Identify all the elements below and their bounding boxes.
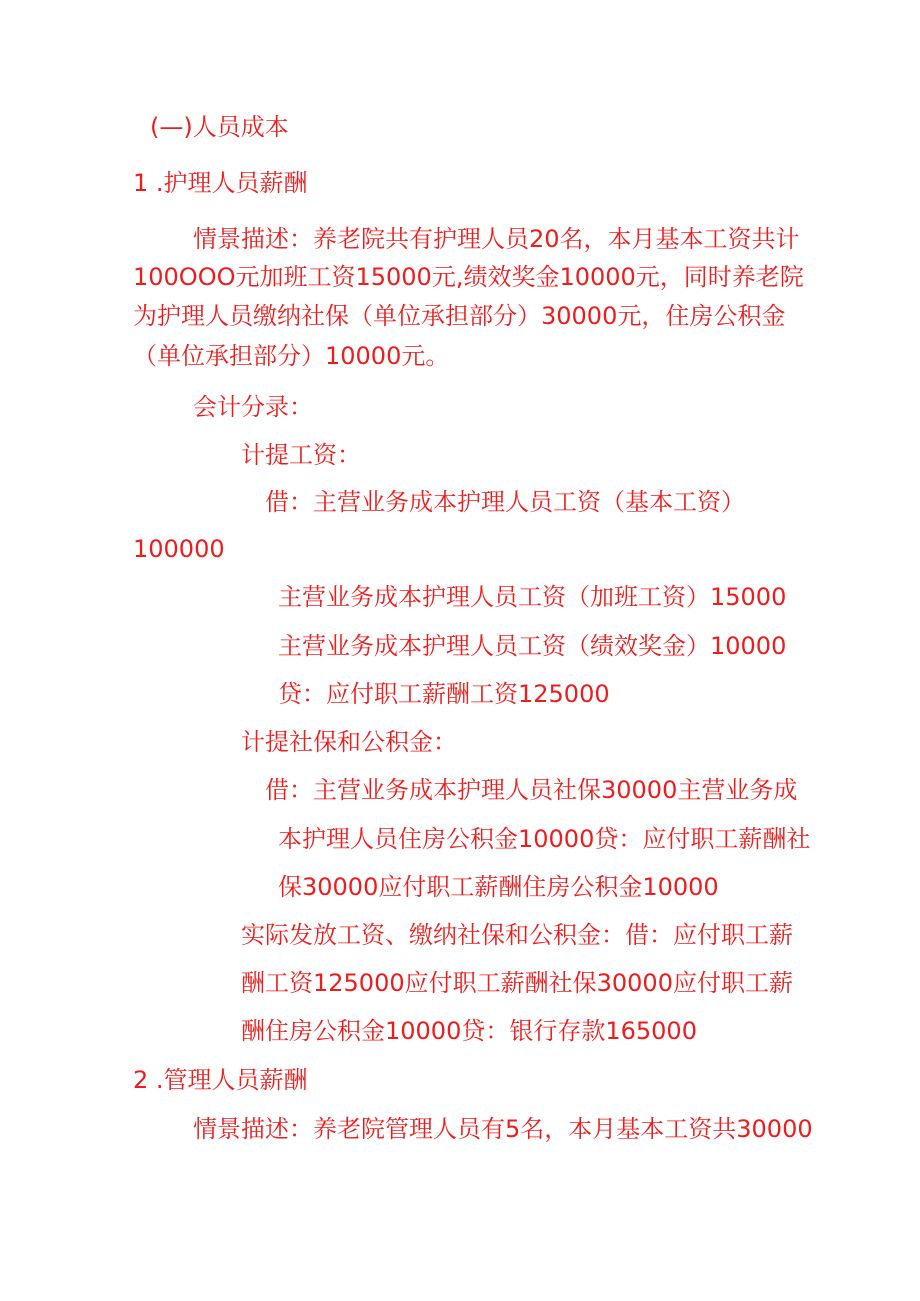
credit-salary-entry: 贷：应付职工薪酬工资125000 bbox=[278, 680, 610, 708]
scenario-paragraph-line: （单位承担部分）10000元。 bbox=[133, 342, 450, 370]
subsection-heading-management-salary: 2 .管理人员薪酬 bbox=[133, 1066, 308, 1094]
subsection-heading-nursing-salary: 1 .护理人员薪酬 bbox=[133, 169, 308, 197]
accrue-salary-label: 计提工资： bbox=[241, 441, 361, 469]
social-entry-line: 借：主营业务成本护理人员社保30000主营业务成 bbox=[265, 776, 798, 804]
overtime-salary-entry: 主营业务成本护理人员工资（加班工资）15000 bbox=[278, 583, 787, 611]
accrue-social-label: 计提社保和公积金： bbox=[241, 728, 457, 756]
scenario-paragraph-line: 为护理人员缴纳社保（单位承担部分）30000元，住房公积金 bbox=[133, 302, 786, 330]
payment-entry-line: 酬住房公积金10000贷：银行存款165000 bbox=[241, 1017, 697, 1045]
payment-entry-line: 实际发放工资、缴纳社保和公积金：借：应付职工薪 bbox=[241, 921, 793, 949]
section-heading: (—)人员成本 bbox=[150, 113, 289, 141]
scenario-paragraph-line: 情景描述：养老院管理人员有5名，本月基本工资共30000 bbox=[193, 1115, 813, 1143]
social-entry-line: 本护理人员住房公积金10000贷：应付职工薪酬社 bbox=[278, 825, 811, 853]
social-entry-line: 保30000应付职工薪酬住房公积金10000 bbox=[278, 873, 719, 901]
bonus-entry: 主营业务成本护理人员工资（绩效奖金）10000 bbox=[278, 632, 787, 660]
scenario-paragraph-line: 100OOO元加班工资15000元,绩效奖金10000元，同时养老院 bbox=[133, 263, 804, 291]
payment-entry-line: 酬工资125000应付职工薪酬社保30000应付职工薪 bbox=[241, 969, 793, 997]
basic-salary-amount: 100000 bbox=[133, 535, 225, 563]
scenario-paragraph-line: 情景描述：养老院共有护理人员20名，本月基本工资共计 bbox=[193, 225, 800, 253]
accounting-entries-label: 会计分录： bbox=[193, 393, 313, 421]
debit-basic-salary-entry: 借：主营业务成本护理人员工资（基本工资） bbox=[265, 488, 745, 516]
